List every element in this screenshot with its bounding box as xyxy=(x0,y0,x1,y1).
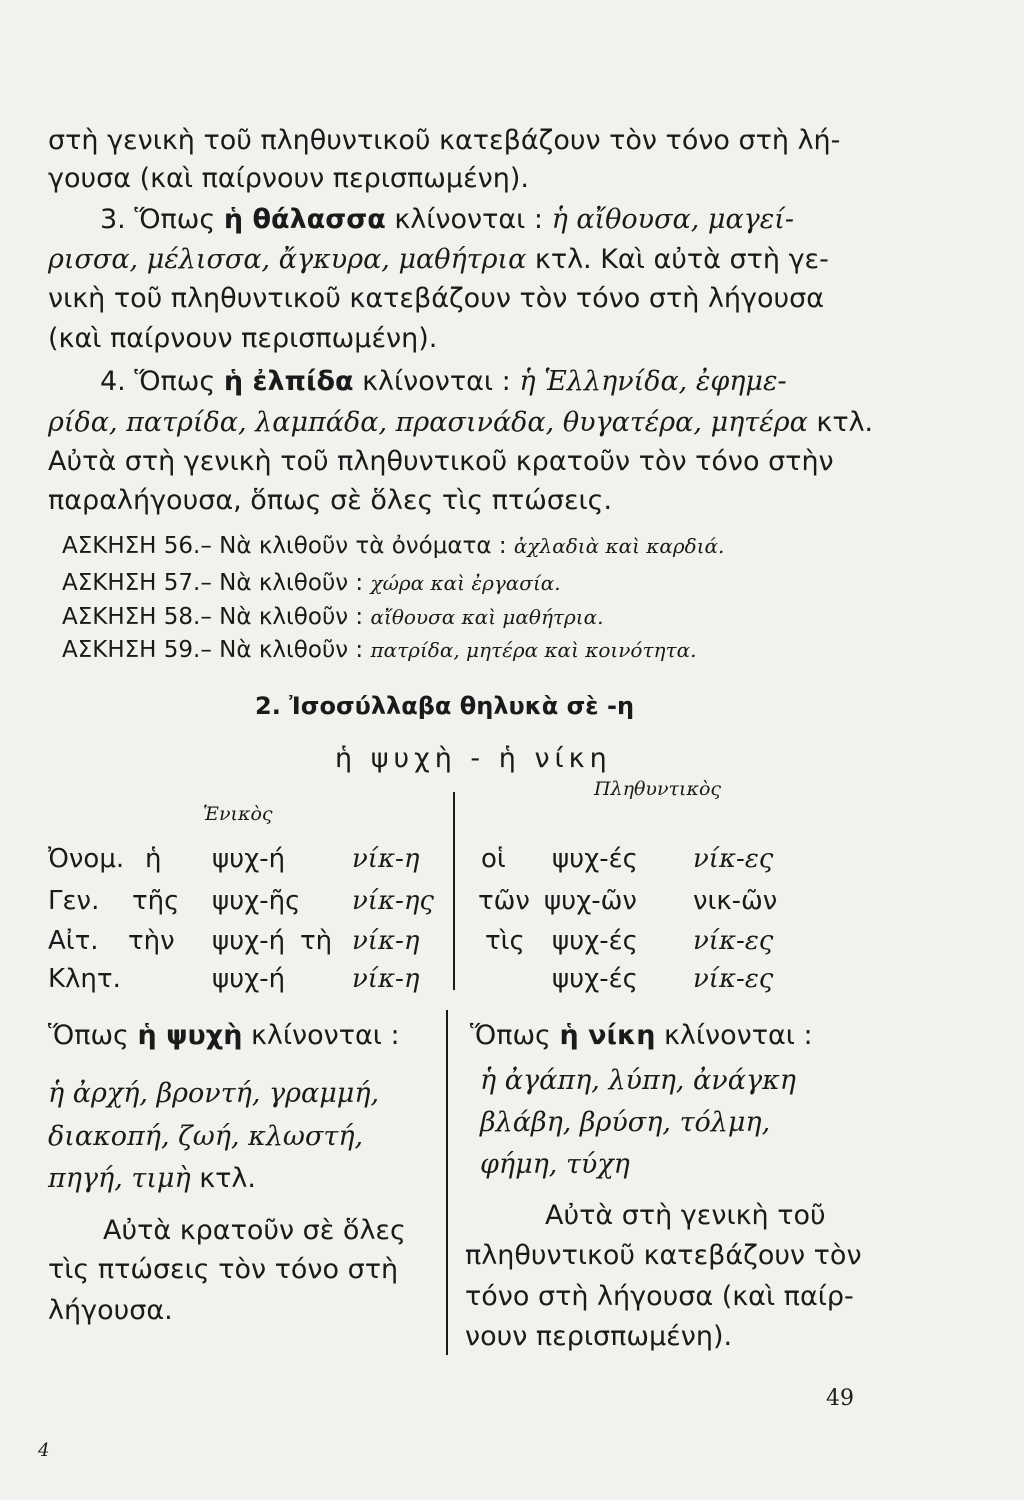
example-words: ἡ ἀγάπη, λύπη, ἀνάγκη xyxy=(480,1065,796,1096)
declension-form: ψυχ-ές xyxy=(552,844,638,874)
declension-form: ψυχ-ῶν xyxy=(544,886,637,916)
declension-form: νίκ-η xyxy=(352,926,420,956)
text-run: κτλ. xyxy=(807,407,874,438)
article: οἱ xyxy=(481,844,506,874)
text-line: γουσα (καὶ παίρνουν περισπωμένη). xyxy=(48,163,529,194)
declension-form: νίκ-η xyxy=(352,844,420,874)
article: τὴν xyxy=(128,926,175,956)
example-words: ρισσα, μέλισσα, ἄγκυρα, μαθήτρια xyxy=(48,244,527,275)
declension-form: νικ-ῶν xyxy=(693,886,778,916)
bold-term: ἡ ψυχὴ xyxy=(137,1020,243,1051)
text-line xyxy=(100,201,794,239)
bold-term: ἡ νίκη xyxy=(559,1020,656,1051)
exercise-words: ἀχλαδιὰ καὶ καρδιά. xyxy=(513,534,725,558)
column-divider xyxy=(453,792,455,990)
declension-form: νίκ-ης xyxy=(352,886,434,916)
bold-term: ἡ ἐλπίδα xyxy=(223,366,354,397)
exercise-label: ΑΣΚΗΣΗ 57.– Νὰ κλιθοῦν : xyxy=(62,570,371,596)
text-line: (καὶ παίρνουν περισπωμένη). xyxy=(48,323,438,354)
example-words: πηγή, τιμὴ xyxy=(48,1163,191,1194)
text-line: λήγουσα. xyxy=(48,1295,173,1326)
article: τῆς xyxy=(132,886,180,916)
exercise-59 xyxy=(62,631,696,669)
case-label: Γεν. xyxy=(48,886,100,916)
text-line xyxy=(470,1017,813,1055)
text-run: 4. Ὅπως xyxy=(100,366,224,397)
text-run: κλίνονται : xyxy=(385,204,552,235)
exercise-57 xyxy=(62,564,561,602)
case-label: Αἰτ. xyxy=(48,926,99,956)
text-line xyxy=(48,1017,400,1055)
text-line xyxy=(48,241,829,279)
declension-form: ψυχ-ῆς xyxy=(212,886,301,916)
exercise-label: ΑΣΚΗΣΗ 58.– Νὰ κλιθοῦν : xyxy=(62,604,371,630)
declension-form: ψυχ-ές xyxy=(552,926,638,956)
exercise-56 xyxy=(62,527,724,565)
example-words: ρίδα, πατρίδα, λαμπάδα, πρασινάδα, θυγατέρα, μητέρα xyxy=(48,407,808,438)
declension-form: νίκ-ες xyxy=(693,926,774,956)
example-words: βλάβη, βρύση, τόλμη, xyxy=(480,1107,771,1138)
text-run: Ὅπως xyxy=(470,1020,560,1051)
declension-form: ψυχ-ή xyxy=(212,926,286,956)
section-heading: 2. Ἰσοσύλλαβα θηλυκὰ σὲ -η xyxy=(255,692,635,720)
example-words: διακοπή, ζωή, κλωστή, xyxy=(48,1121,364,1152)
example-words: ἡ αἴθουσα, μαγεί- xyxy=(551,204,795,235)
article: τὶς xyxy=(485,926,525,956)
exercise-label: ΑΣΚΗΣΗ 59.– Νὰ κλιθοῦν : xyxy=(62,637,371,663)
text-line: παραλήγουσα, ὅπως σὲ ὅλες τὶς πτώσεις. xyxy=(48,485,613,516)
declension-form: ψυχ-ή xyxy=(212,844,286,874)
column-divider xyxy=(446,1010,448,1355)
declension-form: ψυχ-ή xyxy=(212,964,286,994)
text-line: τόνο στὴ λήγουσα (καὶ παίρ- xyxy=(465,1281,854,1312)
declension-form: ψυχ-ές xyxy=(552,964,638,994)
text-run: 3. Ὅπως xyxy=(100,204,224,235)
singular-header: Ἑνικὸς xyxy=(203,803,273,825)
example-words: φήμη, τύχη xyxy=(480,1149,630,1180)
text-line: νικὴ τοῦ πληθυντικοῦ κατεβάζουν τὸν τόνο στὴ λήγουσα xyxy=(48,283,825,314)
text-line: Αὐτὰ κρατοῦν σὲ ὅλες xyxy=(103,1215,406,1246)
text-run: Ὅπως xyxy=(48,1020,138,1051)
exercise-words: αἴθουσα καὶ μαθήτρια. xyxy=(370,605,604,629)
exercise-label: ΑΣΚΗΣΗ 56.– Νὰ κλιθοῦν τὰ ὀνόματα : xyxy=(62,533,514,559)
text-run: κλίνονται : xyxy=(353,366,520,397)
text-line: νουν περισπωμένη). xyxy=(465,1321,733,1352)
text-run: κλίνονται : xyxy=(655,1020,813,1051)
bold-term: ἡ θάλασσα xyxy=(223,204,386,235)
text-line: Αὐτὰ στὴ γενικὴ τοῦ πληθυντικοῦ κρατοῦν τὸν τόνο στὴν xyxy=(48,446,834,477)
plural-header: Πληθυντικὸς xyxy=(594,778,722,800)
text-line: Αὐτὰ στὴ γενικὴ τοῦ xyxy=(545,1200,826,1231)
article: τῶν xyxy=(478,886,530,916)
text-line: πληθυντικοῦ κατεβάζουν τὸν xyxy=(465,1240,862,1271)
text-line: στὴ γενικὴ τοῦ πληθυντικοῦ κατεβάζουν τὸν τόνο στὴ λή- xyxy=(48,125,841,156)
signature-mark: 4 xyxy=(38,1440,50,1461)
declension-form: νίκ-η xyxy=(352,964,420,994)
text-run: κτλ. Καὶ αὐτὰ στὴ γε- xyxy=(526,244,829,275)
text-line xyxy=(100,363,787,401)
case-label: Ὀνομ. xyxy=(48,844,125,874)
text-line xyxy=(48,1160,256,1198)
exercise-words: πατρίδα, μητέρα καὶ κοινότητα. xyxy=(370,638,697,662)
example-words: ἡ ἀρχή, βροντή, γραμμή, xyxy=(48,1078,380,1109)
article: ἡ xyxy=(145,844,162,874)
case-label: Κλητ. xyxy=(48,964,121,994)
table-title: ἡ ψυχὴ - ἡ νίκη xyxy=(335,743,612,774)
example-words: ἡ Ἑλληνίδα, ἐφημε- xyxy=(519,366,787,397)
text-run: κτλ. xyxy=(190,1163,256,1194)
text-run: κλίνονται : xyxy=(242,1020,400,1051)
text-line xyxy=(48,404,873,442)
exercise-words: χώρα καὶ ἐργασία. xyxy=(370,571,561,595)
text-line: τὶς πτώσεις τὸν τόνο στὴ xyxy=(48,1254,399,1285)
article: τὴ xyxy=(300,926,333,956)
declension-form: νίκ-ες xyxy=(693,844,774,874)
declension-form: νίκ-ες xyxy=(693,964,774,994)
page-number: 49 xyxy=(826,1386,854,1411)
